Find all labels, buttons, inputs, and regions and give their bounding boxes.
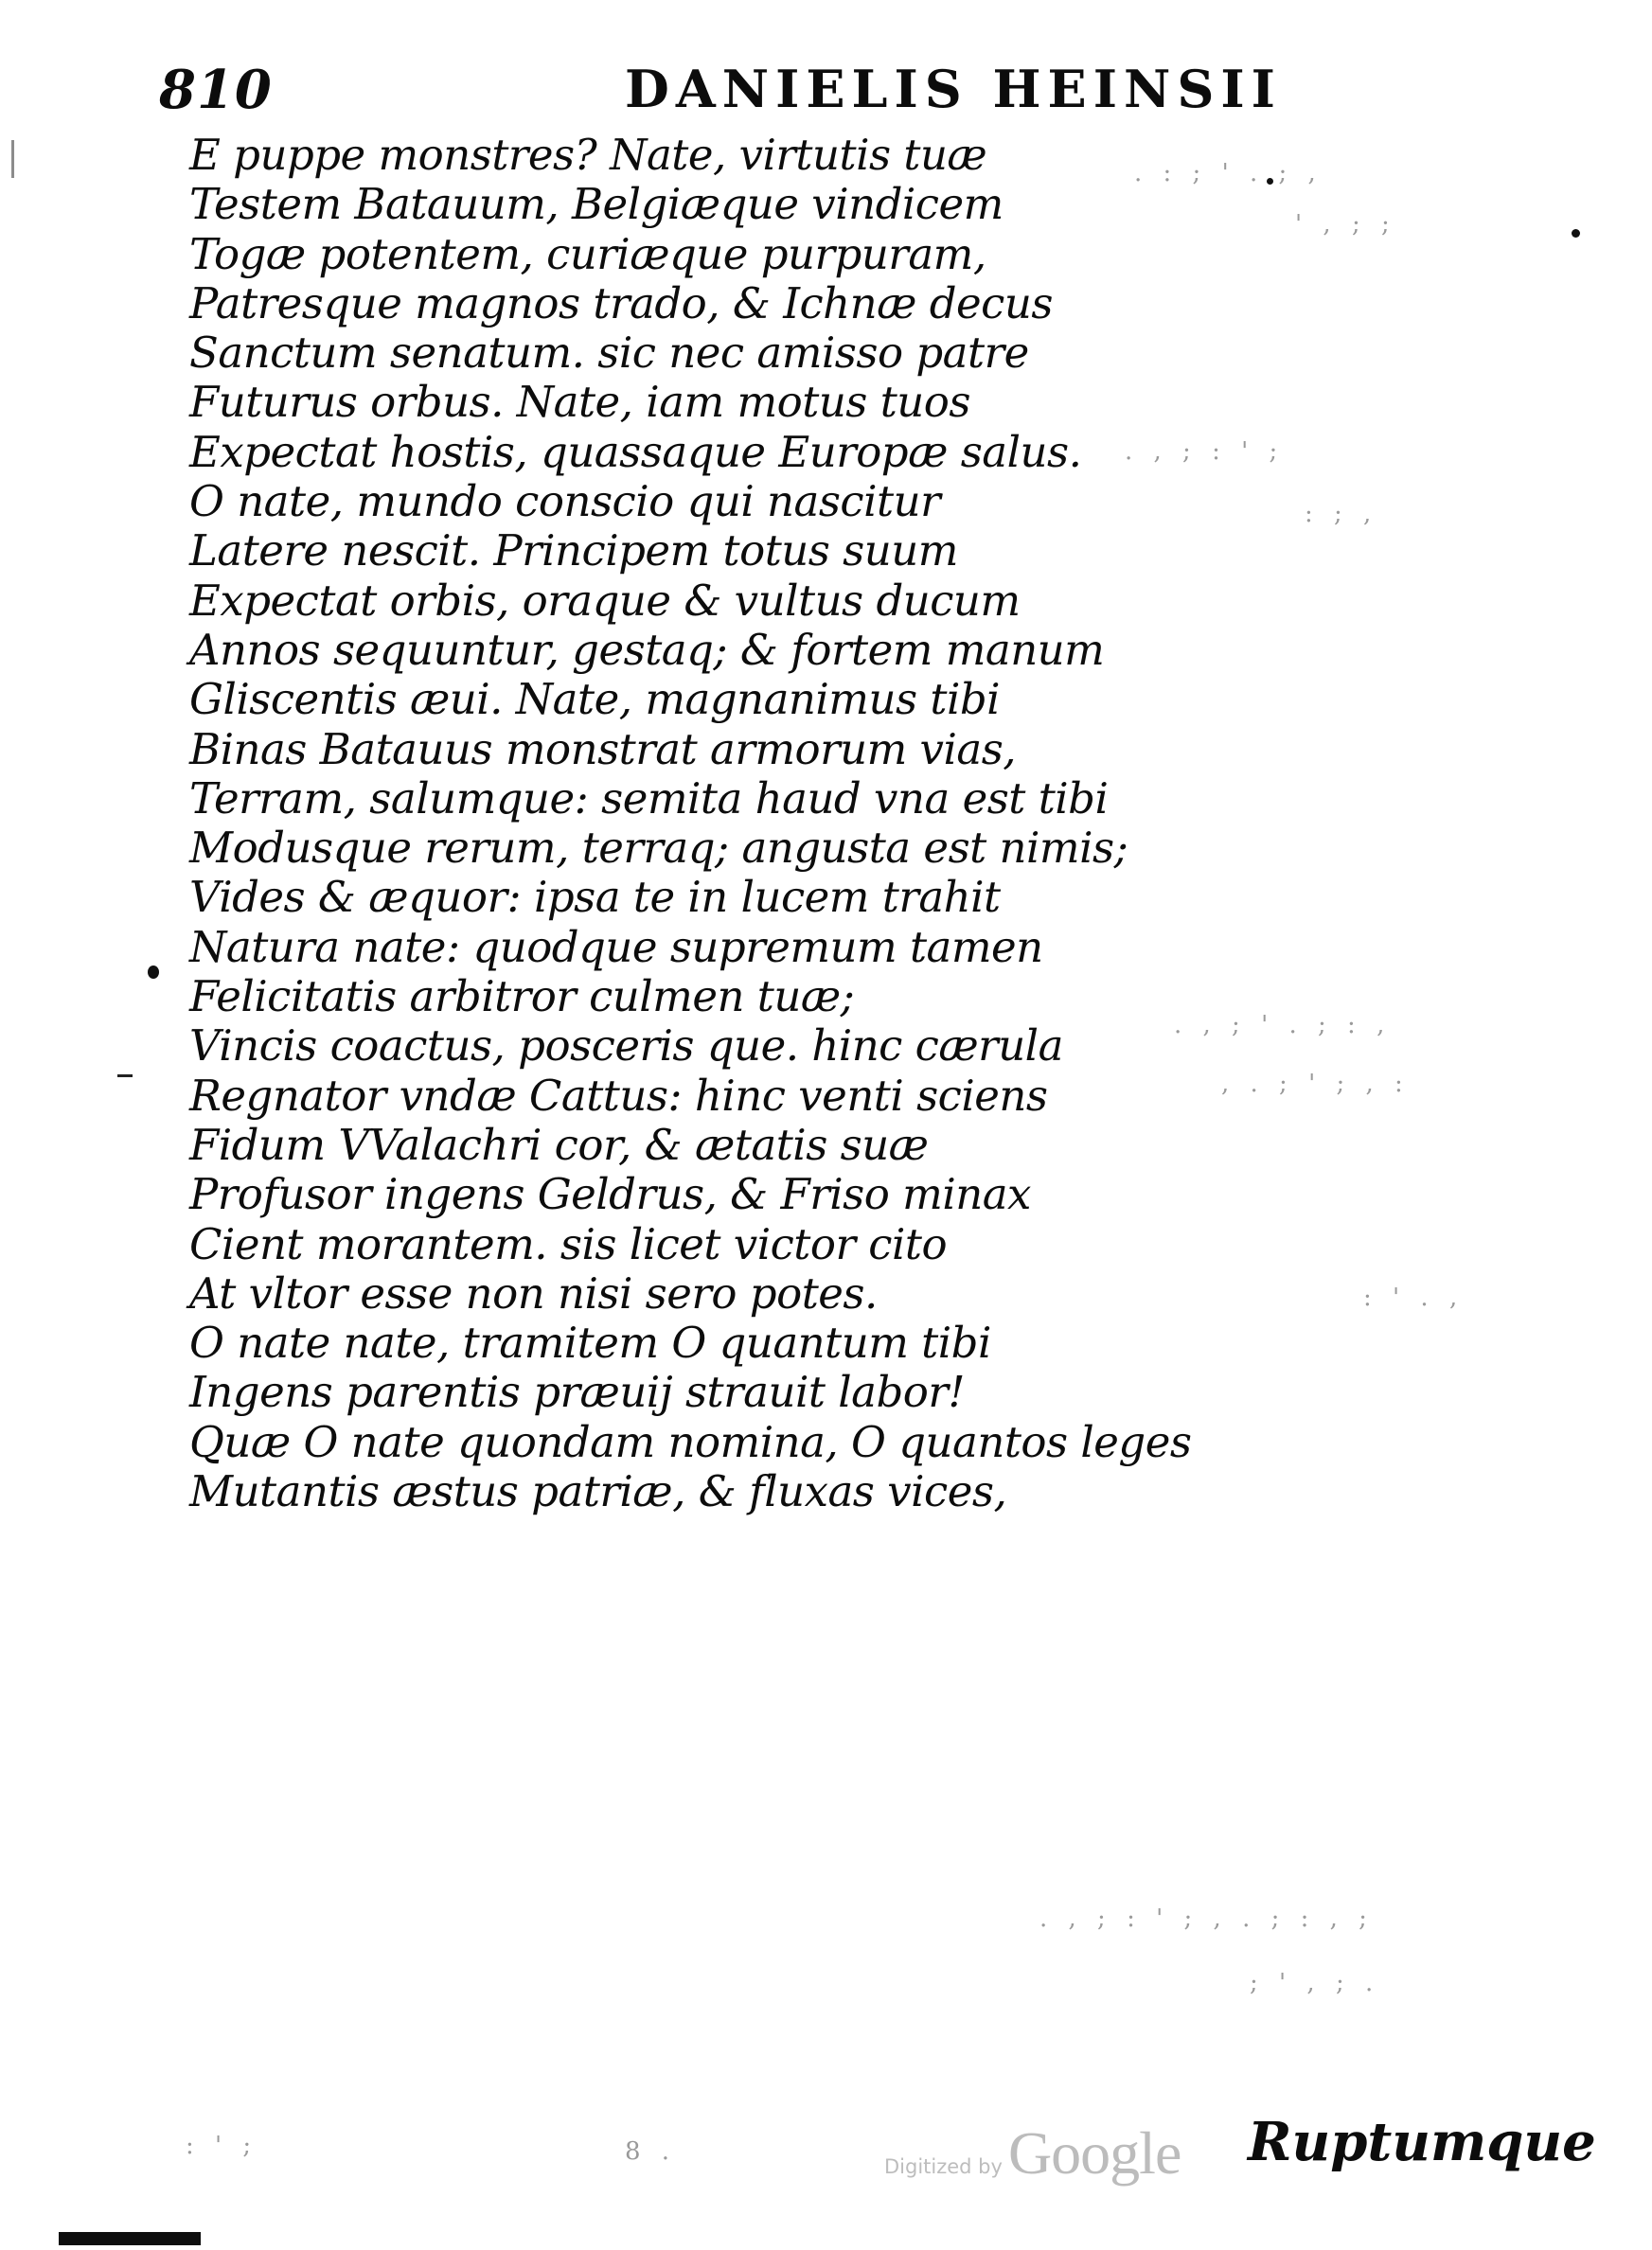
watermark-prefix: Digitized by	[884, 2155, 1003, 2178]
verse-line: Ingens parentis præuij strauit labor!	[189, 1367, 965, 1418]
verse-line: Fidum VValachri cor, & ætatis suæ	[189, 1119, 929, 1170]
show-through-marks: ; ' , ; .	[1250, 1969, 1380, 1997]
verse-line: Quæ O nate quondam nomina, O quantos leges	[189, 1416, 1192, 1467]
verse-line: Testem Batauum, Belgiæque vindicem	[189, 179, 1004, 230]
catchword: Ruptumque	[1248, 2111, 1596, 2173]
verse-line: O nate nate, tramitem O quantum tibi	[189, 1318, 991, 1369]
verse-line: Annos sequuntur, gestaq; & fortem manum	[189, 624, 1105, 675]
verse-line: Latere nescit. Principem totus suum	[189, 525, 958, 576]
ink-speck	[148, 966, 159, 979]
page-number: 810	[159, 59, 273, 121]
verse-line: Binas Batauus monstrat armorum vias,	[189, 723, 1017, 774]
margin-mark	[11, 140, 14, 178]
show-through-marks: : ' . ,	[1363, 1284, 1465, 1312]
verse-line: Expectat orbis, oraque & vultus ducum	[189, 575, 1021, 626]
verse-line: Sanctum senatum. sic nec amisso patre	[189, 328, 1029, 379]
margin-mark	[117, 1074, 133, 1077]
show-through-marks: . , ; : ' ; , . ; : , ;	[1039, 1905, 1374, 1933]
verse-block	[189, 131, 1191, 1516]
verse-line: Vides & æquor: ipsa te in lucem trahit	[189, 872, 1001, 923]
show-through-marks: , . ; ' ; , :	[1221, 1070, 1410, 1098]
verse-line: O nate, mundo conscio qui nascitur	[189, 476, 941, 527]
verse-line: Modusque rerum, terraq; angusta est nimis;	[189, 823, 1128, 874]
show-through-marks: . : ; ' . ; ,	[1134, 159, 1323, 187]
page-edge-shadow	[59, 2232, 201, 2245]
google-logo: Google	[1007, 2119, 1181, 2187]
digitized-watermark	[884, 2118, 1181, 2188]
verse-line: Profusor ingens Geldrus, & Friso minax	[189, 1169, 1031, 1220]
verse-line: Terram, salumque: semita haud vna est tibi	[189, 772, 1109, 824]
show-through-marks: ' , ; ;	[1295, 210, 1396, 239]
verse-line: Natura nate: quodque supremum tamen	[189, 921, 1043, 972]
show-through-marks: . , ; : ' ;	[1125, 437, 1285, 466]
verse-line: At vltor esse non nisi sero potes.	[189, 1267, 878, 1319]
show-through-marks: : ; ,	[1305, 500, 1378, 528]
verse-line: Vincis coactus, posceris que. hinc cærula	[189, 1020, 1063, 1072]
verse-line: Regnator vndæ Cattus: hinc venti sciens	[189, 1070, 1048, 1121]
ink-speck	[1572, 229, 1580, 238]
show-through-marks: 8 .	[625, 2137, 677, 2166]
verse-line: Futurus orbus. Nate, iam motus tuos	[189, 377, 970, 428]
verse-line: Mutantis æstus patriæ, & fluxas vices,	[189, 1466, 1007, 1517]
running-title: DANIELIS HEINSII	[625, 59, 1282, 119]
verse-line: Gliscentis æui. Nate, magnanimus tibi	[189, 674, 1001, 725]
verse-line: Felicitatis arbitror culmen tuæ;	[189, 971, 855, 1022]
verse-line: Cient morantem. sis licet victor cito	[189, 1218, 948, 1269]
verse-line: E puppe monstres? Nate, virtutis tuæ	[189, 130, 987, 180]
verse-line: Patresque magnos trado, & Ichnæ decus	[189, 277, 1053, 328]
verse-line: Expectat hostis, quassaque Europæ salus.	[189, 426, 1082, 477]
show-through-marks: : ' ;	[186, 2132, 258, 2160]
show-through-marks: . , ; ' . ; : ,	[1174, 1011, 1392, 1039]
verse-line: Togæ potentem, curiæque purpuram,	[189, 228, 986, 279]
